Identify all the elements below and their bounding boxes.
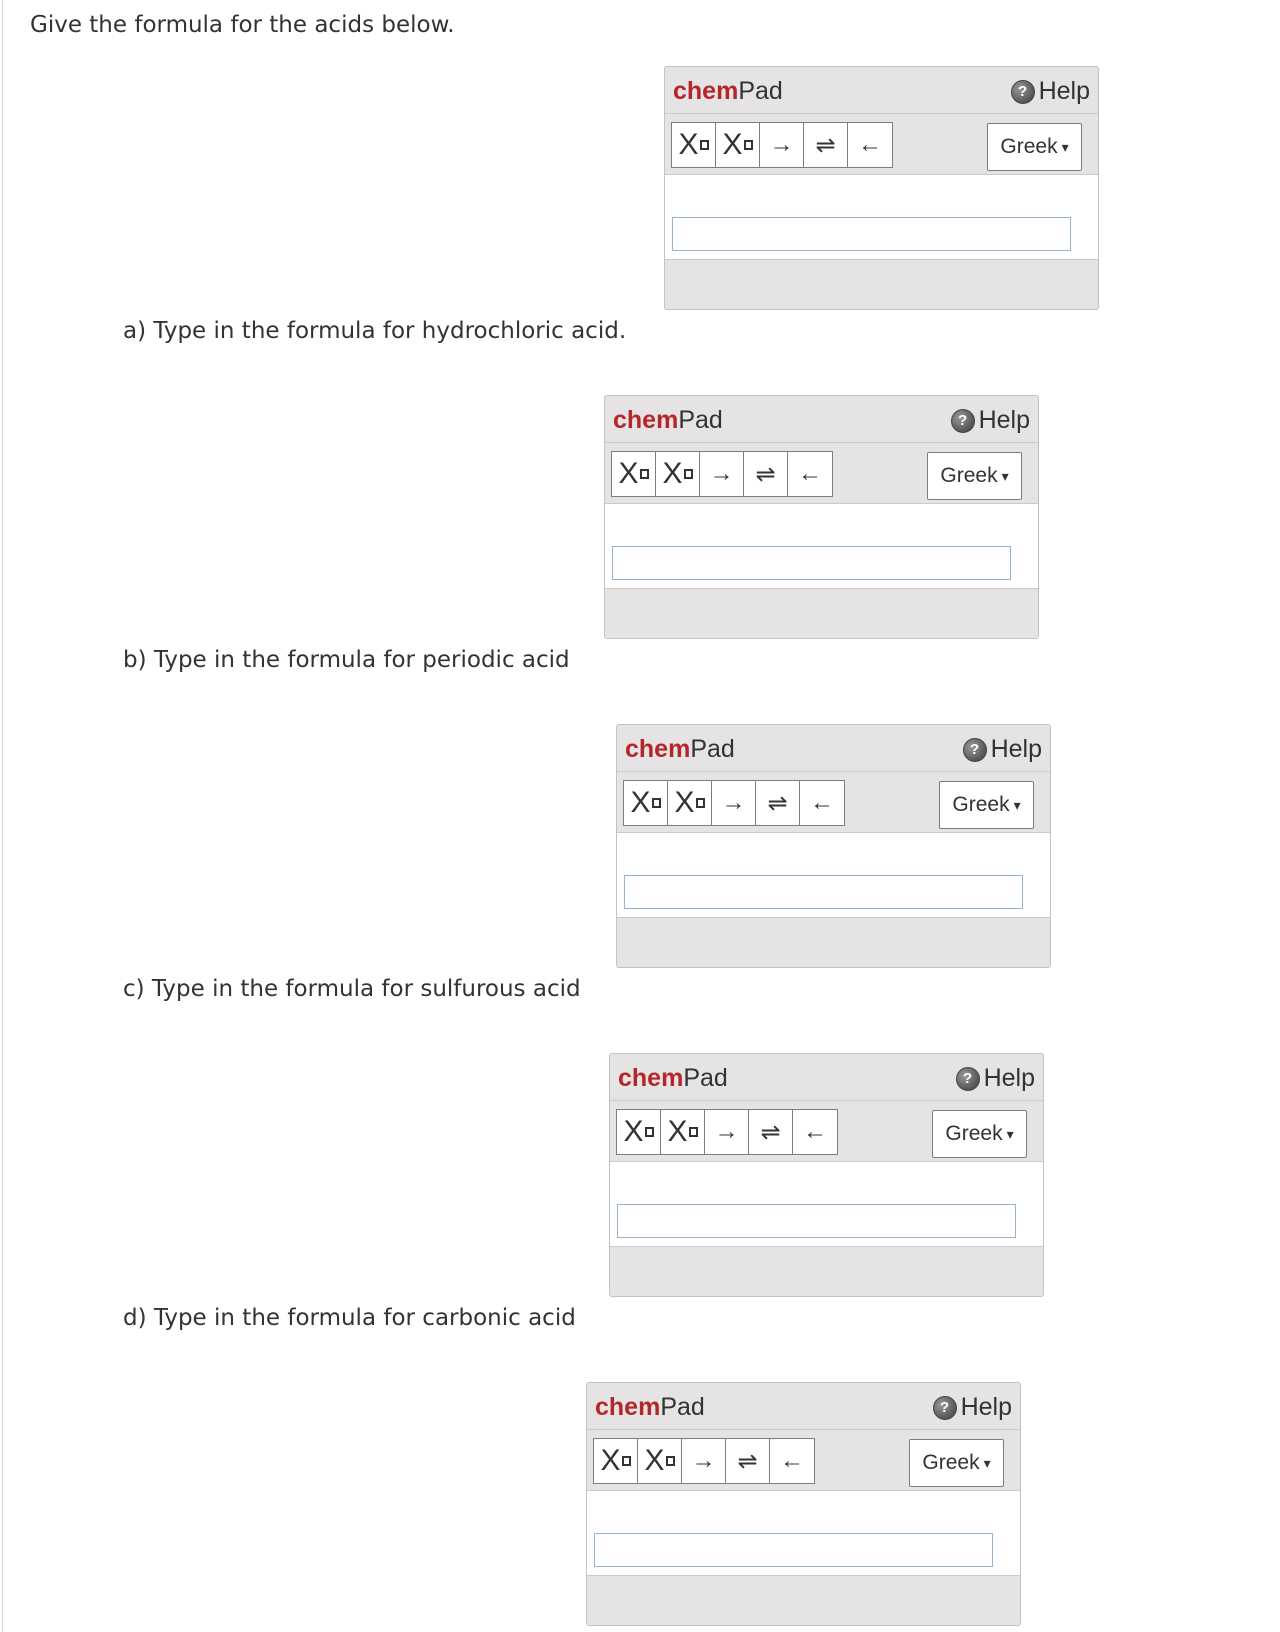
subscript-x-label: X <box>618 457 639 490</box>
greek-label: Greek <box>922 1451 980 1474</box>
arrow-right-button[interactable]: → <box>705 1110 749 1154</box>
superscript-box-icon <box>666 1456 675 1466</box>
superscript-button[interactable] <box>656 452 700 496</box>
subscript-box-icon <box>645 1127 654 1137</box>
help-label: Help <box>978 406 1030 434</box>
chempad-title-chem: chem <box>595 1393 661 1421</box>
chempad-header <box>617 725 1050 772</box>
chempad-body <box>665 175 1098 260</box>
subscript-x-label: X <box>623 1115 644 1148</box>
arrow-right-button[interactable]: → <box>682 1439 726 1483</box>
equilibrium-arrow-button[interactable]: ⇌ <box>744 452 788 496</box>
superscript-x-label: X <box>667 1115 688 1148</box>
superscript-button[interactable] <box>668 781 712 825</box>
chempad-title-chem: chem <box>625 735 691 763</box>
instructions-text: Give the formula for the acids below. <box>30 12 455 38</box>
chempad-title-pad: Pad <box>678 406 723 434</box>
chempad-header <box>587 1383 1020 1430</box>
superscript-button[interactable] <box>638 1439 682 1483</box>
question-a-label: a) Type in the formula for hydrochloric acid. <box>123 318 627 344</box>
superscript-x-label: X <box>662 457 683 490</box>
superscript-box-icon <box>684 469 693 479</box>
caret-down-icon: ▾ <box>1006 1125 1014 1142</box>
chempad-title-chem: chem <box>673 77 739 105</box>
equilibrium-arrow-button[interactable]: ⇌ <box>804 123 848 167</box>
greek-dropdown-button[interactable] <box>932 1110 1027 1158</box>
help-button[interactable] <box>956 1064 1035 1093</box>
equilibrium-arrow-button[interactable]: ⇌ <box>749 1110 793 1154</box>
formula-input[interactable] <box>594 1533 993 1567</box>
arrow-right-button[interactable]: → <box>760 123 804 167</box>
chempad-1 <box>604 395 1039 639</box>
chempad-title-pad: Pad <box>690 735 735 763</box>
help-button[interactable] <box>933 1393 1012 1422</box>
superscript-x-label: X <box>644 1444 665 1477</box>
subscript-x-label: X <box>678 128 699 161</box>
chempad-title <box>595 1393 705 1422</box>
help-icon: ? <box>951 409 975 433</box>
superscript-box-icon <box>696 798 705 808</box>
chempad-header <box>610 1054 1043 1101</box>
chempad-body <box>610 1162 1043 1247</box>
format-button-group <box>593 1438 815 1484</box>
arrow-left-button[interactable]: ← <box>858 131 882 158</box>
greek-dropdown-button[interactable] <box>909 1439 1004 1487</box>
superscript-box-icon <box>744 140 753 150</box>
formula-input[interactable] <box>624 875 1023 909</box>
greek-label: Greek <box>1000 135 1058 158</box>
format-button-group <box>616 1109 838 1155</box>
chempad-toolbar <box>587 1430 1020 1491</box>
chempad-title-pad: Pad <box>660 1393 705 1421</box>
arrow-left-button[interactable]: ← <box>798 460 822 487</box>
chempad-3 <box>609 1053 1044 1297</box>
help-icon: ? <box>963 738 987 762</box>
subscript-x-label: X <box>600 1444 621 1477</box>
greek-label: Greek <box>952 793 1010 816</box>
question-c-label: c) Type in the formula for sulfurous acid <box>123 976 581 1002</box>
chempad-title <box>625 735 735 764</box>
caret-down-icon: ▾ <box>1001 467 1009 484</box>
help-label: Help <box>990 735 1042 763</box>
chempad-title <box>673 77 783 106</box>
subscript-button[interactable] <box>617 1110 661 1154</box>
chempad-toolbar <box>605 443 1038 504</box>
chempad-header <box>665 67 1098 114</box>
equilibrium-arrow-button[interactable]: ⇌ <box>756 781 800 825</box>
superscript-x-label: X <box>674 786 695 819</box>
chempad-toolbar <box>665 114 1098 175</box>
formula-input[interactable] <box>672 217 1071 251</box>
subscript-box-icon <box>700 140 709 150</box>
subscript-box-icon <box>652 798 661 808</box>
chempad-body <box>617 833 1050 918</box>
greek-dropdown-button[interactable] <box>939 781 1034 829</box>
chempad-title-pad: Pad <box>738 77 783 105</box>
page-left-border <box>2 0 3 1632</box>
subscript-button[interactable] <box>672 123 716 167</box>
help-icon: ? <box>956 1067 980 1091</box>
caret-down-icon: ▾ <box>1013 796 1021 813</box>
chempad-body <box>587 1491 1020 1576</box>
question-b-label: b) Type in the formula for periodic acid <box>123 647 570 673</box>
arrow-left-button[interactable]: ← <box>780 1447 804 1474</box>
help-label: Help <box>983 1064 1035 1092</box>
arrow-left-button[interactable]: ← <box>810 789 834 816</box>
greek-label: Greek <box>940 464 998 487</box>
chempad-toolbar <box>617 772 1050 833</box>
chempad-header <box>605 396 1038 443</box>
help-icon: ? <box>1011 80 1035 104</box>
help-label: Help <box>1038 77 1090 105</box>
subscript-box-icon <box>640 469 649 479</box>
formula-input[interactable] <box>612 546 1011 580</box>
arrow-left-button[interactable]: ← <box>803 1118 827 1145</box>
chempad-title-chem: chem <box>613 406 679 434</box>
caret-down-icon: ▾ <box>983 1454 991 1471</box>
arrow-right-button[interactable]: → <box>712 781 756 825</box>
subscript-x-label: X <box>630 786 651 819</box>
greek-dropdown-button[interactable] <box>927 452 1022 500</box>
subscript-button[interactable] <box>612 452 656 496</box>
equilibrium-arrow-button[interactable]: ⇌ <box>726 1439 770 1483</box>
chempad-title <box>613 406 723 435</box>
chempad-4 <box>586 1382 1021 1626</box>
chempad-toolbar <box>610 1101 1043 1162</box>
greek-label: Greek <box>945 1122 1003 1145</box>
format-button-group <box>611 451 833 497</box>
help-button[interactable] <box>951 406 1030 435</box>
subscript-box-icon <box>622 1456 631 1466</box>
superscript-x-label: X <box>722 128 743 161</box>
chempad-title-pad: Pad <box>683 1064 728 1092</box>
formula-input[interactable] <box>617 1204 1016 1238</box>
format-button-group <box>671 122 893 168</box>
chempad-2 <box>616 724 1051 968</box>
superscript-button[interactable] <box>661 1110 705 1154</box>
help-button[interactable] <box>963 735 1042 764</box>
subscript-button[interactable] <box>624 781 668 825</box>
superscript-box-icon <box>689 1127 698 1137</box>
question-d-label: d) Type in the formula for carbonic acid <box>123 1305 576 1331</box>
chempad-0 <box>664 66 1099 310</box>
help-button[interactable] <box>1011 77 1090 106</box>
subscript-button[interactable] <box>594 1439 638 1483</box>
greek-dropdown-button[interactable] <box>987 123 1082 171</box>
chempad-body <box>605 504 1038 589</box>
arrow-right-button[interactable]: → <box>700 452 744 496</box>
superscript-button[interactable] <box>716 123 760 167</box>
chempad-title-chem: chem <box>618 1064 684 1092</box>
chempad-title <box>618 1064 728 1093</box>
help-label: Help <box>960 1393 1012 1421</box>
help-icon: ? <box>933 1396 957 1420</box>
format-button-group <box>623 780 845 826</box>
caret-down-icon: ▾ <box>1061 138 1069 155</box>
